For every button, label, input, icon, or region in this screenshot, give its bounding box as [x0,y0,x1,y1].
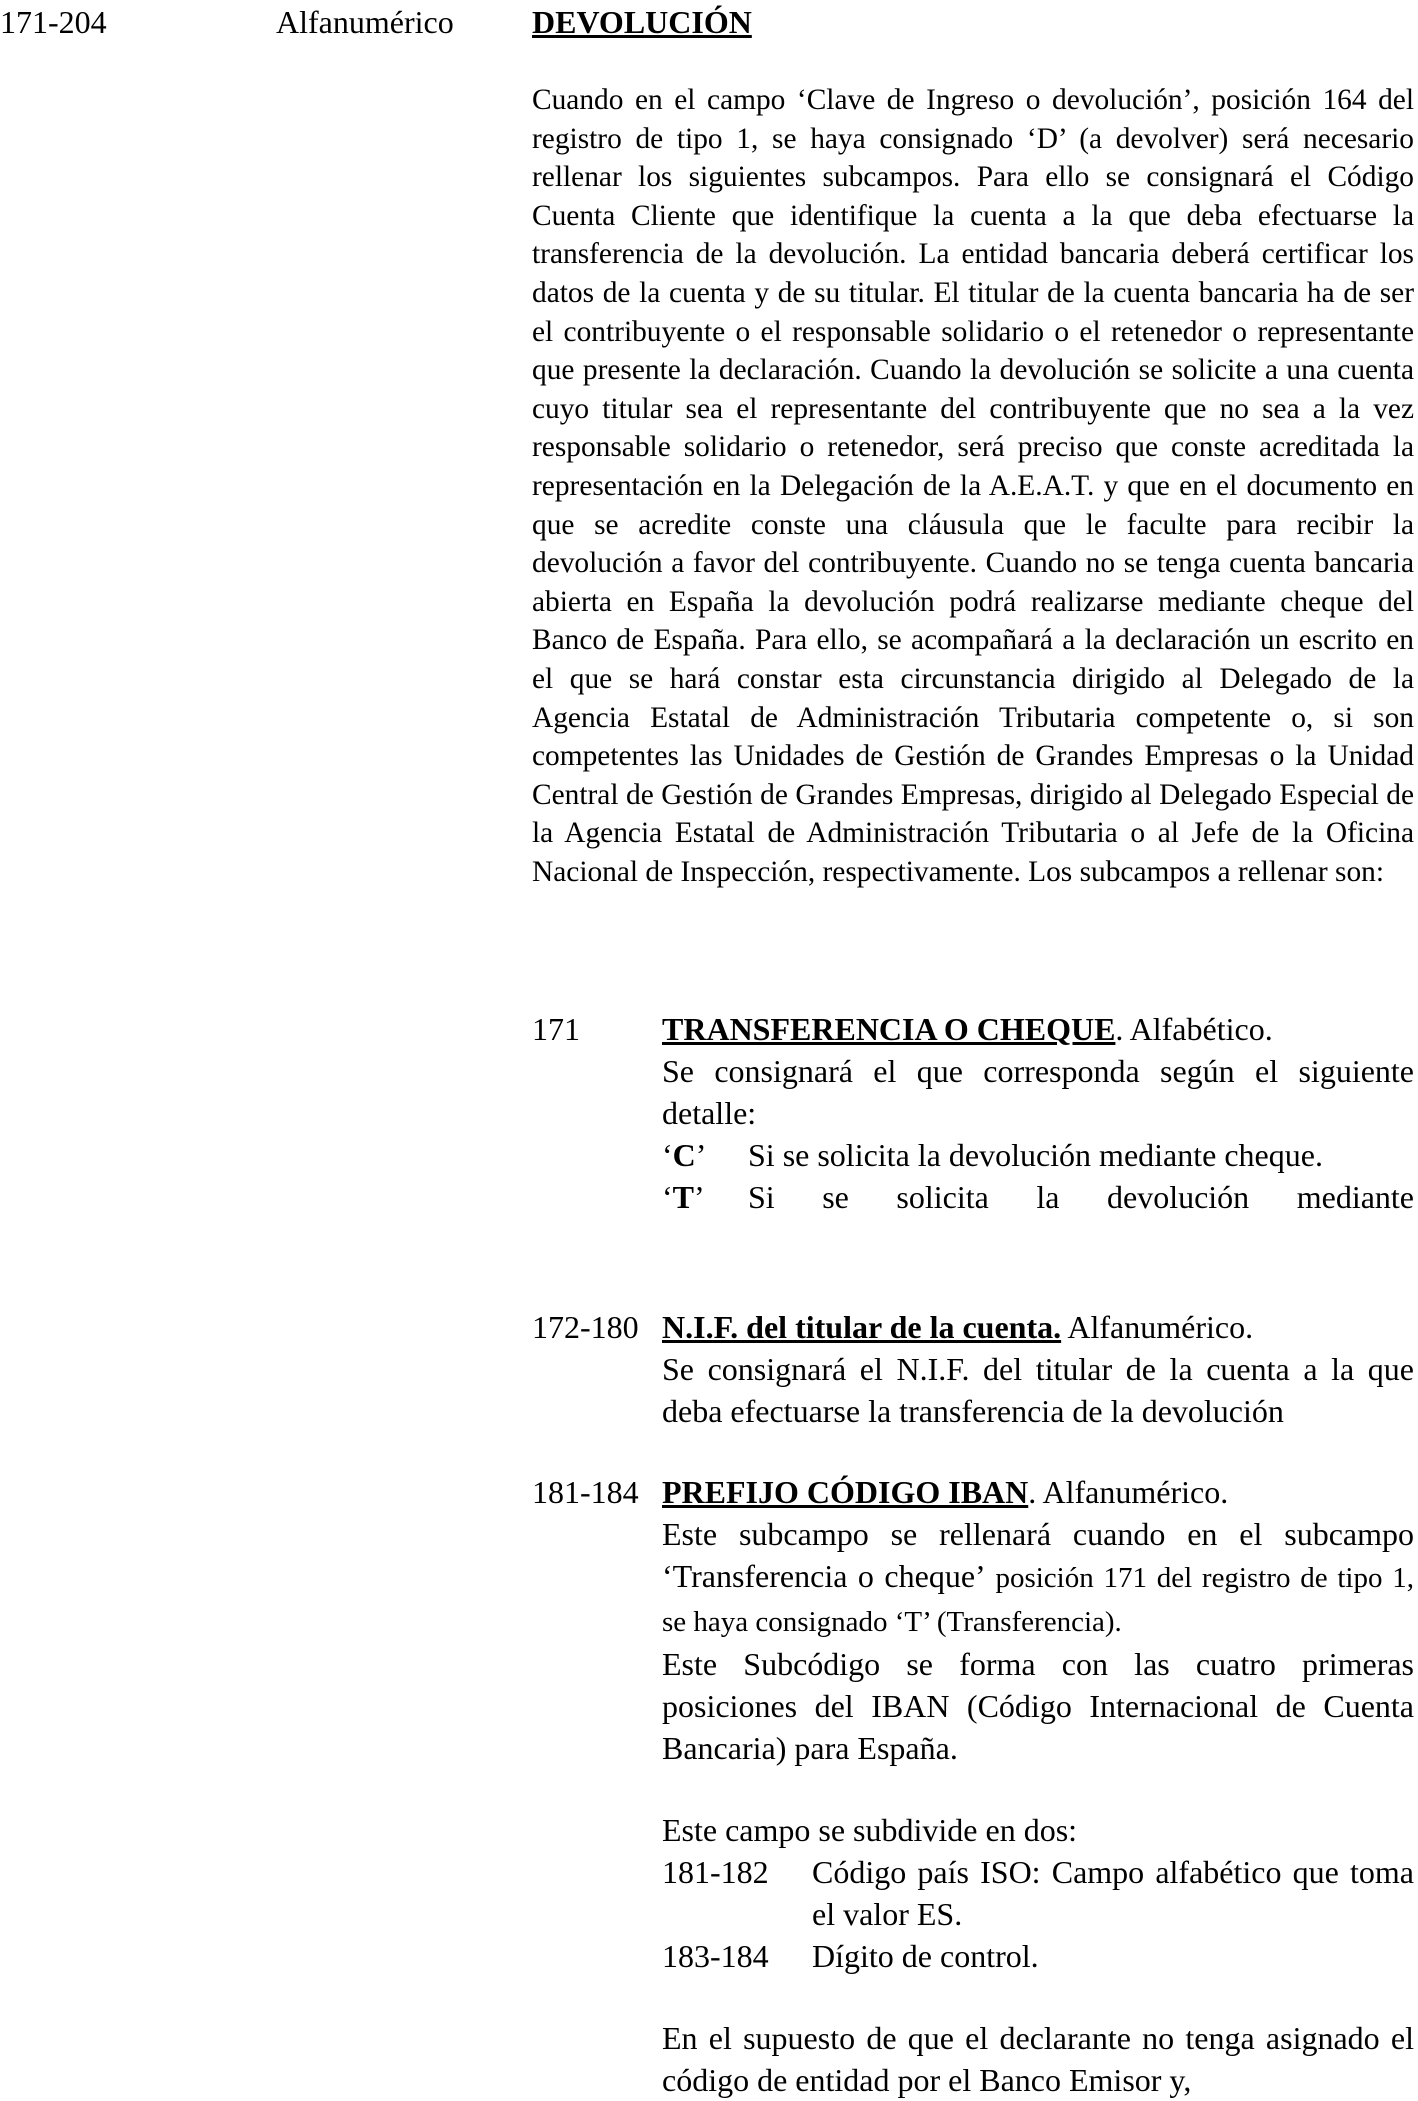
subdivision-intro: Este campo se subdivide en dos: [662,1812,1078,1848]
subdivision-row [662,1851,1414,1935]
intro-paragraph: Cuando en el campo ‘Clave de Ingreso o devolución’, posición 164 del registro de tipo 1, se haya consignado ‘D’ (a devolver) será necesario rellenar los siguientes subcampos. Para ello se consignará el Código Cuenta Cliente que identifique la cuenta a la que deba efectuarse la transferencia de la devolución. La entidad bancaria deberá certificar los datos de la cuenta y de su titular. El titular de la cuenta bancaria ha de ser el contribuyente o el responsable solidario o el retenedor o representante que presente la declaración. Cuando la devolución se solicite a una cuenta cuyo titular sea el representante del contribuyente que no sea a la vez responsable solidario o retenedor, será preciso que conste acreditada la representación en la Delegación de la A.E.A.T. y que en el documento en que se acredite conste una cláusula que le faculte para recibir la devolución a favor del contribuyente. Cuando no se tenga cuenta bancaria abierta en España la devolución podrá realizarse mediante cheque del Banco de España. Para ello, se acompañará a la declaración un escrito en el que se hará constar esta circunstancia dirigido al Delegado de la Agencia Estatal de Administración Tributaria competente o, si son competentes las Unidades de Gestión de Grandes Empresas o la Unidad Central de Gestión de Grandes Empresas, dirigido al Delegado Especial de la Agencia Estatal de Administración Tributaria o al Jefe de la Oficina Nacional de Inspección, respectivamente. Los subcampos a rellenar son: [532,84,1414,888]
subfield-171-title: TRANSFERENCIA O CHEQUE [662,1011,1116,1047]
subfield-171-type: . Alfabético. [1115,1011,1273,1047]
subfield-171-number: 171 [532,1011,580,1047]
subfield-171 [662,1008,1414,1218]
subfield-181-number: 181-184 [532,1474,639,1510]
option-code-c: ‘C’ [662,1137,707,1173]
subfield-181-title: PREFIJO CÓDIGO IBAN [662,1474,1029,1510]
subfield-171-description: Se consignará el que corresponda según el siguiente detalle: [662,1053,1414,1131]
subdivision-text: Código país ISO: Campo alfabético que toma el valor ES. [812,1854,1414,1932]
option-row-t [662,1176,1414,1218]
spacer [662,1769,1414,1809]
field-title: DEVOLUCIÓN [532,4,752,40]
subdivision-text: Dígito de control. [812,1938,1039,1974]
field-position-range: 171-204 [0,4,107,40]
subfield-172-description: Se consignará el N.I.F. del titular de la cuenta a la que deba efectuarse la transferencia de la devolución [662,1351,1414,1429]
closing-paragraph: En el supuesto de que el declarante no tenga asignado el código de entidad por el Banco Emisor y, [662,2020,1414,2098]
subfield-171-heading [662,1008,1414,1050]
option-text-c: Si se solicita la devolución mediante cheque. [748,1137,1323,1173]
option-row-c [662,1134,1414,1176]
subfield-181-desc-small: posición 171 del registro de tipo 1, se haya consignado ‘T’ (Transferencia). [662,1562,1414,1638]
subfield-172-type: Alfanumérico. [1061,1309,1254,1345]
field-type-label: Alfanumérico [276,4,454,40]
option-text-t: Si se solicita la devolución mediante [748,1179,1414,1215]
subfield-181-type: . Alfanumérico. [1028,1474,1229,1510]
subfield-181-description-a [662,1513,1414,1643]
option-code-t: ‘T’ [662,1179,705,1215]
subfield-172 [662,1306,1414,1432]
subfield-172-title: N.I.F. del titular de la cuenta. [662,1309,1062,1345]
subfield-172-heading [662,1306,1414,1348]
subdivision-code: 183-184 [662,1938,769,1974]
spacer [662,1977,1414,2017]
subfield-172-number: 172-180 [532,1309,639,1345]
subdivision-code: 181-182 [662,1854,769,1890]
subfield-181 [662,1471,1414,2101]
subfield-181-description-b: Este Subcódigo se forma con las cuatro primeras posiciones del IBAN (Código Internacional de Cuenta Bancaria) para España. [662,1646,1414,1766]
subdivision-row [662,1935,1414,1977]
subfield-181-desc-large: Este subcampo se rellenará cuando en el subcampo ‘Transferencia o cheque’ [662,1516,1414,1594]
subfield-181-heading [662,1471,1414,1513]
